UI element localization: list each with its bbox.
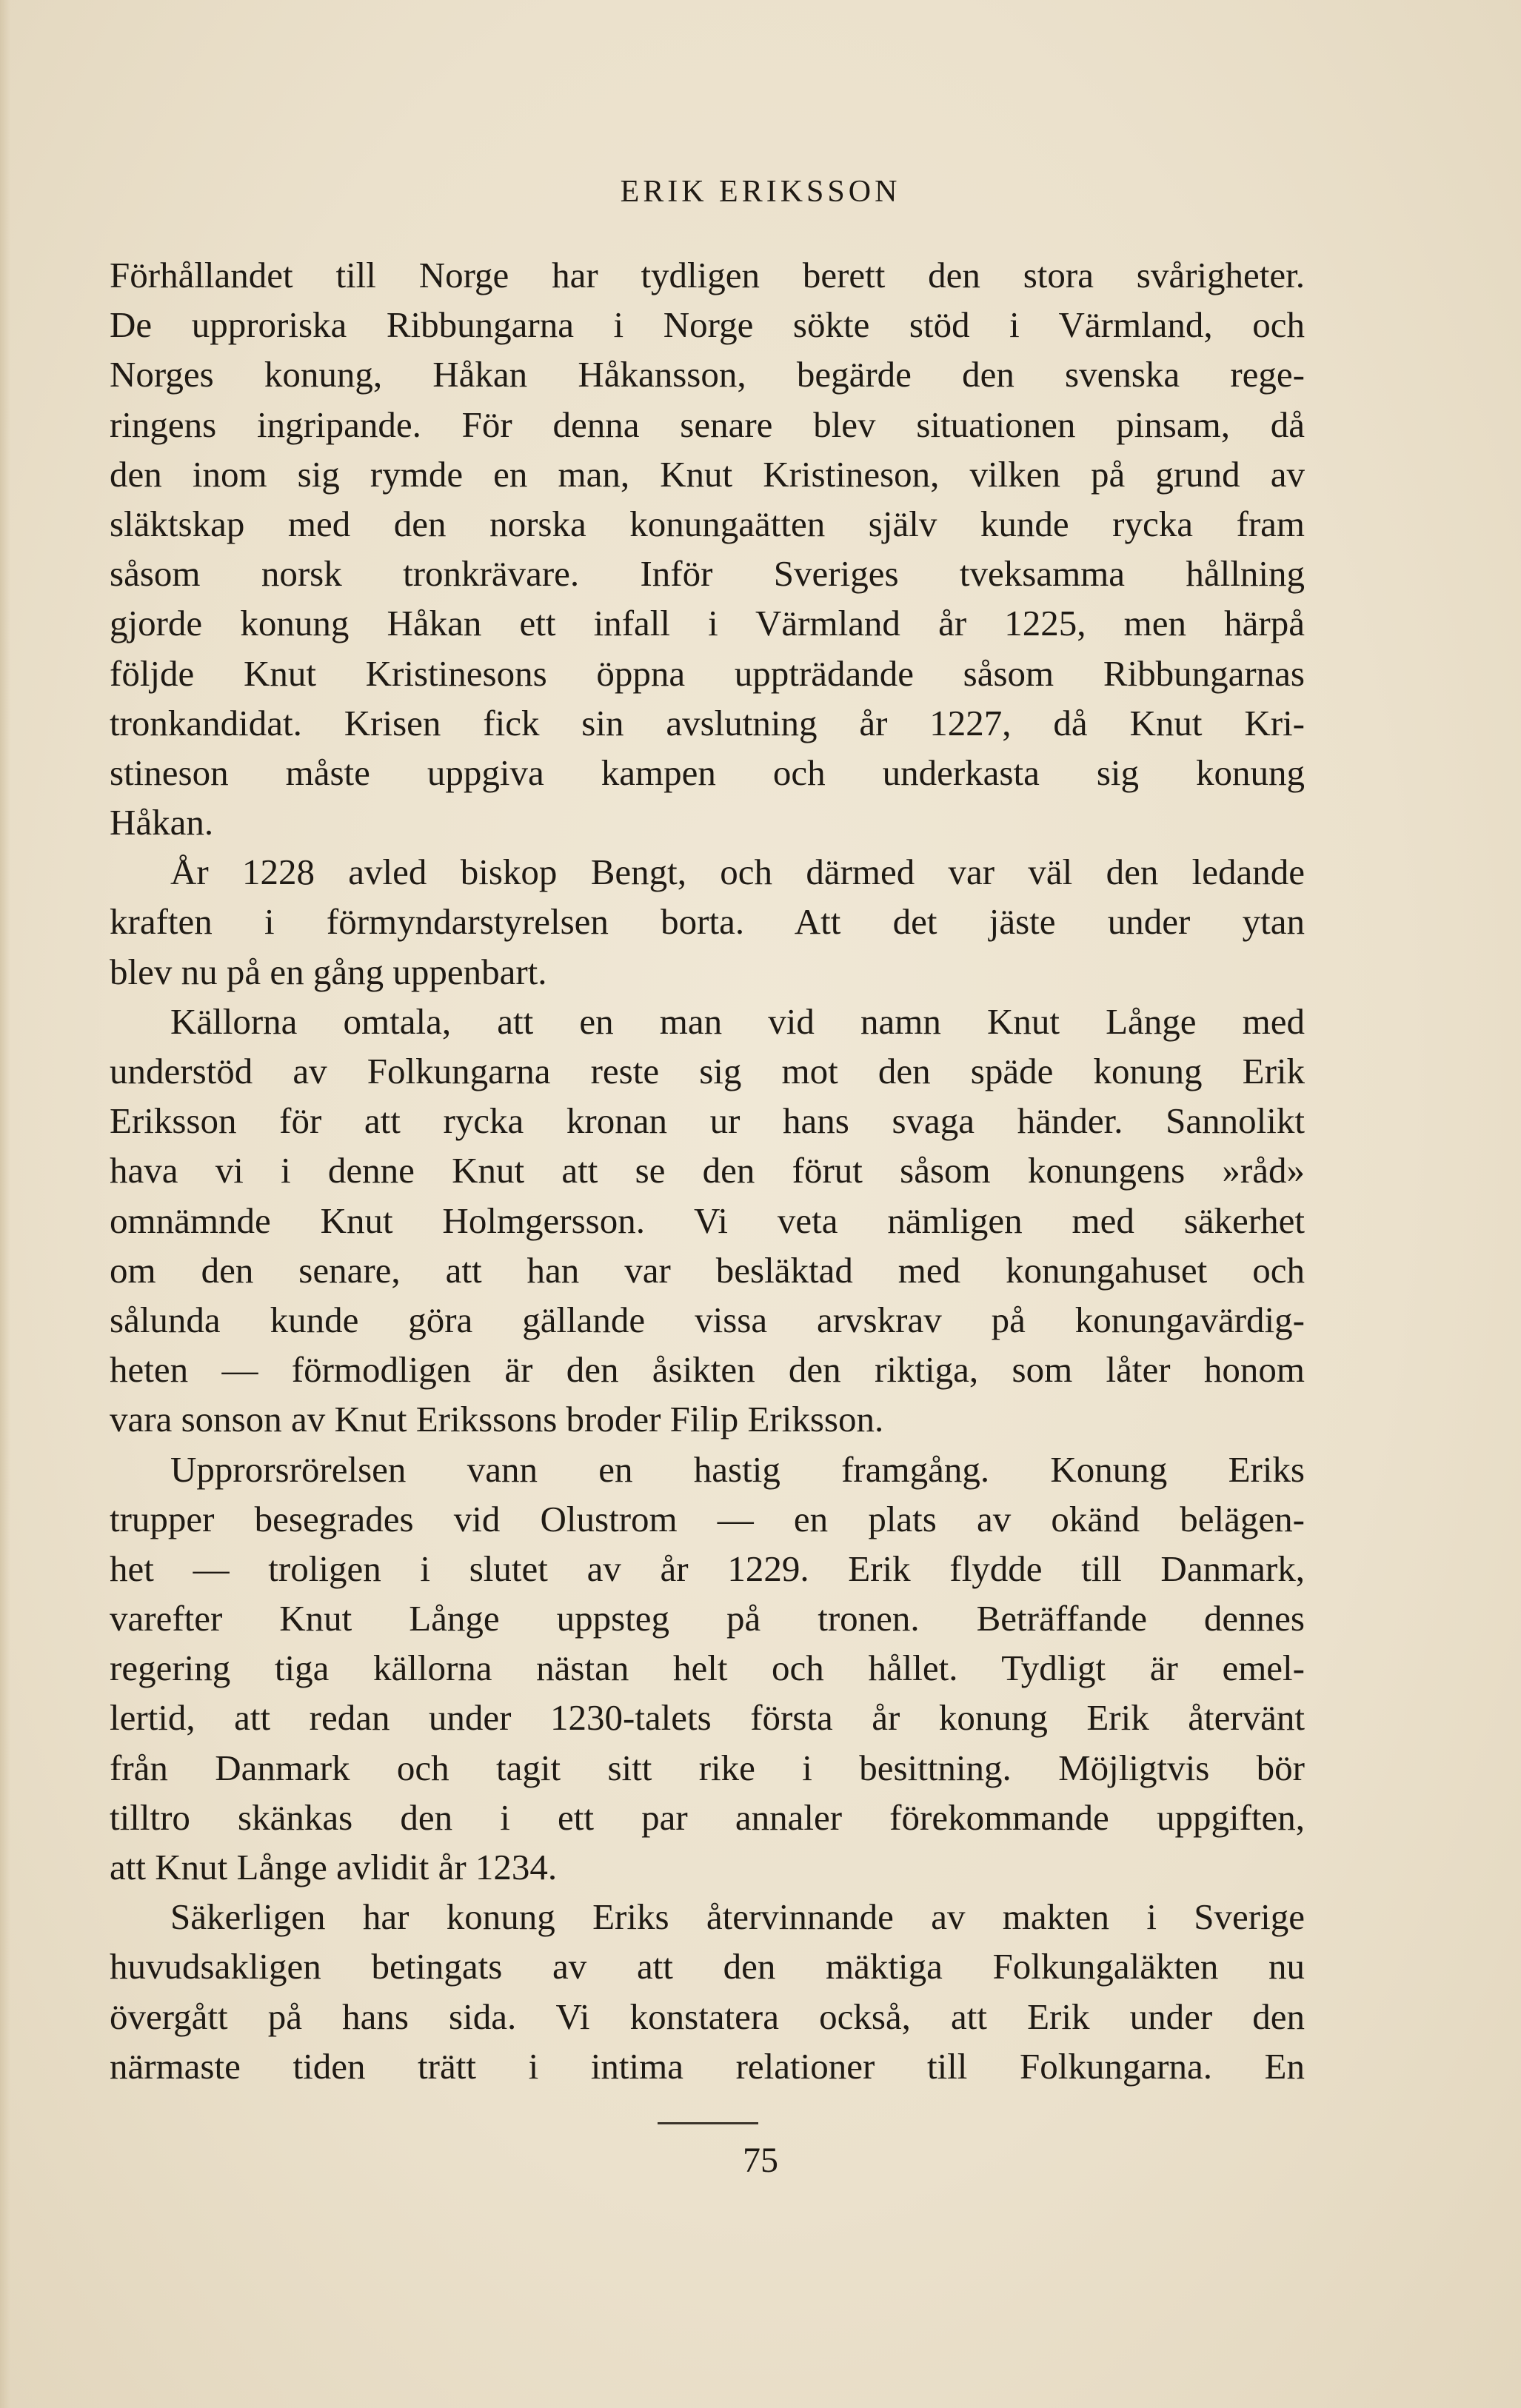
text-line: het — troligen i slutet av år 1229. Erik flydde till Danmark, bbox=[110, 1548, 1305, 1589]
text-line: Upprorsrörelsen vann en hastig framgång. Konung Eriks bbox=[170, 1448, 1305, 1490]
text-line: huvudsakligen betingats av att den mäktiga Folkungaläkten nu bbox=[110, 1946, 1305, 1987]
text-line: tilltro skänkas den i ett par annaler förekommande uppgiften, bbox=[110, 1796, 1305, 1838]
text-line: övergått på hans sida. Vi konstatera också, att Erik under den bbox=[110, 1996, 1305, 2037]
text-line: Eriksson för att rycka kronan ur hans svaga händer. Sannolikt bbox=[110, 1100, 1305, 1142]
text-line: från Danmark och tagit sitt rike i besittning. Möjligtvis bör bbox=[110, 1747, 1305, 1788]
text-line: följde Knut Kristinesons öppna uppträdande såsom Ribbungarnas bbox=[110, 652, 1305, 694]
text-line: År 1228 avled biskop Bengt, och därmed var väl den ledande bbox=[170, 852, 1305, 893]
text-line: omnämnde Knut Holmgersson. Vi veta nämligen med säkerhet bbox=[110, 1200, 1305, 1241]
text-line: om den senare, att han var besläktad med konungahuset och bbox=[110, 1249, 1305, 1291]
text-line: varefter Knut Långe uppsteg på tronen. Beträffande dennes bbox=[110, 1598, 1305, 1639]
text-line: Källorna omtala, att en man vid namn Knut Långe med bbox=[170, 1000, 1305, 1042]
text-line: hava vi i denne Knut att se den förut såsom konungens »råd» bbox=[110, 1150, 1305, 1191]
text-line: heten — förmodligen är den åsikten den riktiga, som låter honom bbox=[110, 1349, 1305, 1391]
text-line: regering tiga källorna nästan helt och hållet. Tydligt är emel- bbox=[110, 1648, 1305, 1689]
text-line: att Knut Långe avlidit år 1234. bbox=[110, 1847, 558, 1887]
text-line: den inom sig rymde en man, Knut Kristineson, vilken på grund av bbox=[110, 453, 1305, 495]
body-text bbox=[110, 250, 1305, 2091]
text-line: vara sonson av Knut Erikssons broder Filip Eriksson. bbox=[110, 1399, 884, 1440]
text-line: kraften i förmyndarstyrelsen borta. Att det jäste under ytan bbox=[110, 901, 1305, 943]
text-line: Håkan. bbox=[110, 802, 214, 843]
text-line: Säkerligen har konung Eriks återvinnande av makten i Sverige bbox=[170, 1896, 1305, 1938]
running-title: ERIK ERIKSSON bbox=[620, 175, 901, 209]
text-line: stineson måste uppgiva kampen och underkasta sig konung bbox=[110, 752, 1305, 793]
text-line: understöd av Folkungarna reste sig mot den späde konung Erik bbox=[110, 1051, 1305, 1091]
footer-rule bbox=[658, 2122, 758, 2124]
text-line: tronkandidat. Krisen fick sin avslutning år 1227, då Knut Kri- bbox=[110, 702, 1305, 743]
page-edge-shadow bbox=[0, 0, 10, 2408]
text-line: släktskap med den norska konungaätten själv kunde rycka fram bbox=[110, 503, 1305, 544]
text-line: såsom norsk tronkrävare. Inför Sveriges tveksamma hållning bbox=[110, 553, 1305, 595]
text-line: sålunda kunde göra gällande vissa arvskrav på konungavärdig- bbox=[110, 1299, 1305, 1340]
text-line: närmaste tiden trätt i intima relationer till Folkungarna. En bbox=[110, 2045, 1305, 2087]
text-line: Förhållandet till Norge har tydligen berett den stora svårigheter. bbox=[110, 255, 1305, 295]
text-line: De upproriska Ribbungarna i Norge sökte stöd i Värmland, och bbox=[110, 304, 1305, 346]
text-line: gjorde konung Håkan ett infall i Värmland år 1225, men härpå bbox=[110, 603, 1305, 644]
text-line: blev nu på en gång uppenbart. bbox=[110, 951, 547, 992]
text-line: lertid, att redan under 1230-talets första år konung Erik återvänt bbox=[110, 1697, 1305, 1739]
page-number: 75 bbox=[743, 2141, 778, 2180]
text-line: ringens ingripande. För denna senare blev situationen pinsam, då bbox=[110, 404, 1305, 445]
text-line: trupper besegrades vid Olustrom — en plats av okänd belägen- bbox=[110, 1498, 1305, 1539]
text-line: Norges konung, Håkan Håkansson, begärde den svenska rege- bbox=[110, 354, 1305, 395]
